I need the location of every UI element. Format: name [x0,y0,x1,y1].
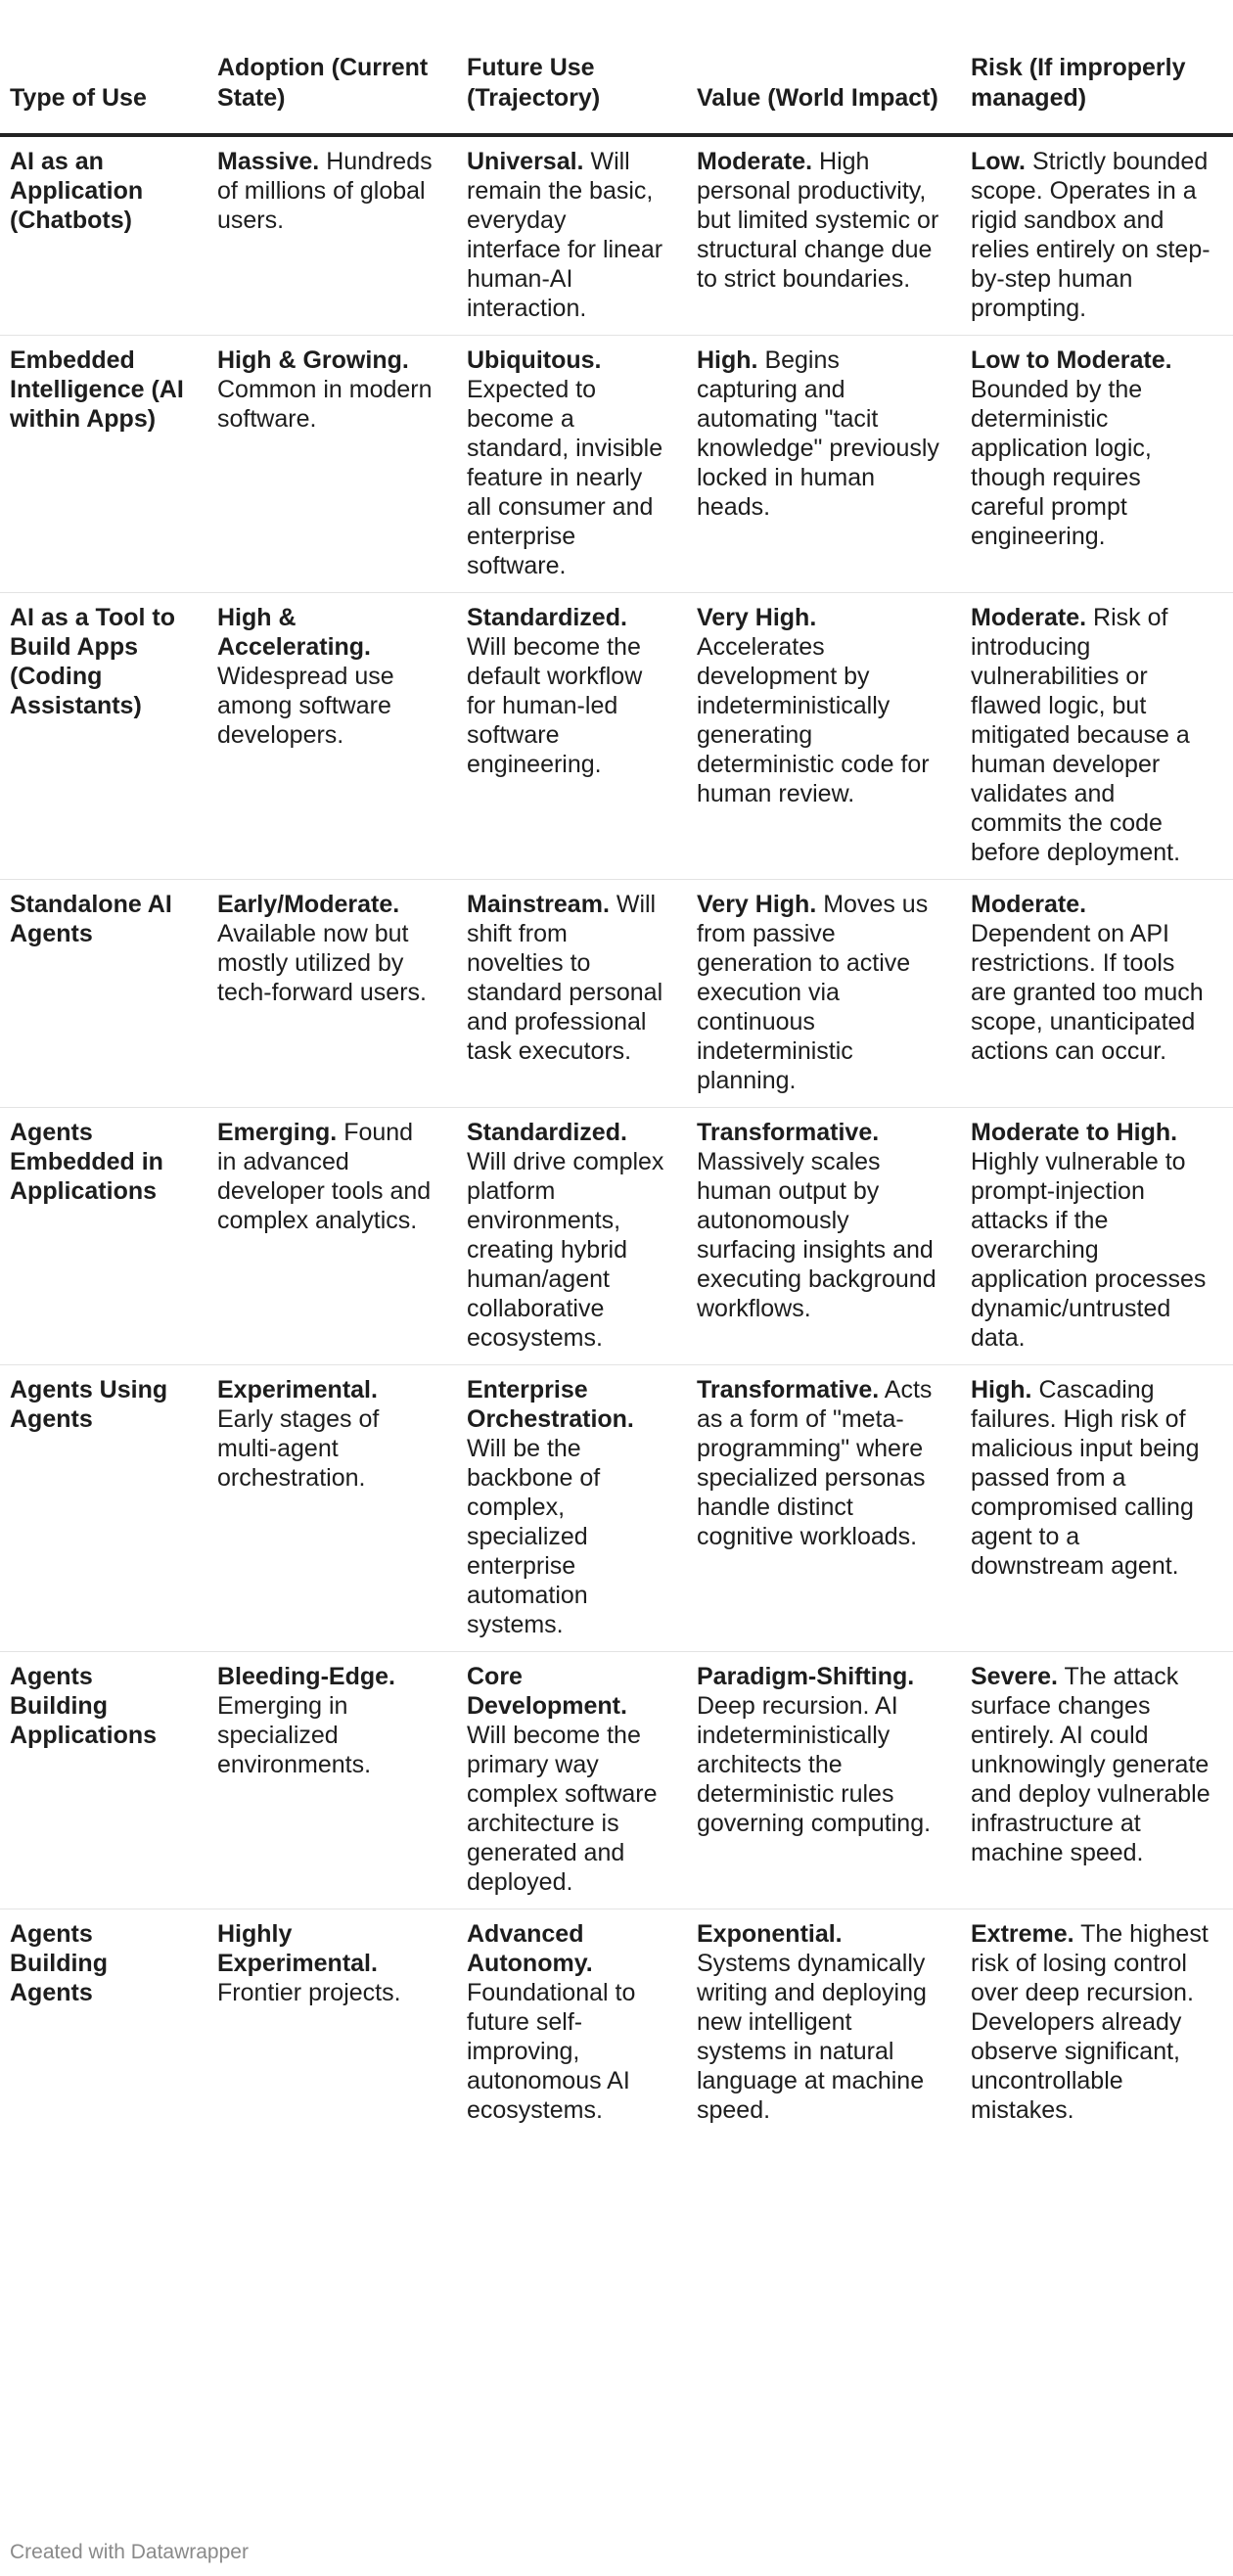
cell-value [687,336,961,593]
cell-risk-lead: Moderate. [971,604,1087,631]
cell-future-lead: Ubiquitous. [467,346,602,374]
cell-future-text: Will shift from novelties to standard personal and professional task executors. [467,891,663,1065]
cell-value-text: High personal productivity, but limited systemic or structural change due to strict boundaries. [697,148,939,293]
table-row [0,135,1233,336]
cell-risk [961,1652,1233,1909]
table-row [0,1909,1233,2138]
cell-risk [961,593,1233,880]
table-row [0,593,1233,880]
cell-type-of-use: Agents Building Applications [0,1652,207,1909]
cell-risk-text: Cascading failures. High risk of malicious input being passed from a compromised calling agent to a downstream agent. [971,1376,1200,1580]
cell-adoption-lead: High & Accelerating. [217,604,372,661]
cell-future-lead: Standardized. [467,1119,627,1146]
cell-risk [961,336,1233,593]
cell-value-lead: High. [697,346,758,374]
cell-type-of-use: AI as a Tool to Build Apps (Coding Assistants) [0,593,207,880]
cell-value-lead: Exponential. [697,1920,843,1948]
cell-adoption [207,1909,457,2138]
cell-adoption [207,1365,457,1652]
cell-value-text: Systems dynamically writing and deploying new intelligent systems in natural language at machine speed. [697,1950,927,2124]
cell-adoption-lead: Bleeding-Edge. [217,1663,395,1690]
cell-value-lead: Transformative. [697,1119,880,1146]
cell-risk-lead: Low. [971,148,1027,175]
cell-future-lead: Enterprise Orchestration. [467,1376,634,1433]
cell-value [687,1909,961,2138]
header-row [0,0,1233,135]
cell-risk-lead: Moderate. [971,891,1087,918]
cell-risk-lead: Extreme. [971,1920,1074,1948]
cell-adoption [207,1652,457,1909]
cell-future [457,1652,687,1909]
cell-adoption [207,1108,457,1365]
cell-risk-text: Strictly bounded scope. Operates in a rigid sandbox and relies entirely on step-by-step human prompting. [971,148,1210,322]
cell-adoption-text: Frontier projects. [217,1979,401,2006]
cell-adoption-text: Hundreds of millions of global users. [217,148,433,234]
cell-adoption-text: Widespread use among software developers. [217,663,394,749]
cell-risk-text: Risk of introducing vulnerabilities or flawed logic, but mitigated because a human developer validates and commits the code before deployment. [971,604,1190,866]
cell-future [457,1108,687,1365]
cell-future-text: Expected to become a standard, invisible feature in nearly all consumer and enterprise software. [467,376,663,579]
cell-future-lead: Core Development. [467,1663,627,1720]
header-risk: Risk (If improperly managed) [961,0,1233,135]
cell-risk-lead: Severe. [971,1663,1058,1690]
cell-value-text: Moves us from passive generation to active execution via continuous indeterministic planning. [697,891,929,1094]
cell-risk-text: The attack surface changes entirely. AI could unknowingly generate and deploy vulnerable infrastructure at machine speed. [971,1663,1210,1866]
cell-value-lead: Very High. [697,891,817,918]
cell-value [687,1652,961,1909]
cell-future [457,1909,687,2138]
cell-future-lead: Mainstream. [467,891,610,918]
cell-value-lead: Transformative. [697,1376,880,1403]
cell-risk [961,880,1233,1108]
cell-adoption-lead: Highly Experimental. [217,1920,378,1977]
cell-type-of-use: Embedded Intelligence (AI within Apps) [0,336,207,593]
cell-value [687,593,961,880]
cell-value-lead: Very High. [697,604,817,631]
cell-adoption-lead: High & Growing. [217,346,409,374]
cell-adoption-text: Emerging in specialized environments. [217,1692,372,1778]
cell-adoption-lead: Emerging. [217,1119,338,1146]
footer-credit: Created with Datawrapper [10,2541,249,2563]
cell-future-text: Will drive complex platform environments, creating hybrid human/agent collaborative ecosystems. [467,1148,664,1352]
cell-future [457,1365,687,1652]
cell-risk [961,1365,1233,1652]
cell-value-lead: Paradigm-Shifting. [697,1663,915,1690]
cell-value [687,1108,961,1365]
cell-value [687,135,961,336]
cell-risk [961,135,1233,336]
cell-value [687,1365,961,1652]
table-body [0,135,1233,2137]
cell-adoption-lead: Experimental. [217,1376,378,1403]
cell-adoption [207,135,457,336]
cell-future-text: Will remain the basic, everyday interface for linear human-AI interaction. [467,148,663,322]
cell-future-lead: Standardized. [467,604,627,631]
cell-risk-lead: Low to Moderate. [971,346,1172,374]
cell-risk [961,1108,1233,1365]
table-header [0,0,1233,135]
table-row [0,880,1233,1108]
cell-value-text: Acts as a form of "meta-programming" where specialized personas handle distinct cognitive workloads. [697,1376,933,1550]
cell-value-text: Deep recursion. AI indeterministically architects the deterministic rules governing computing. [697,1692,932,1837]
cell-adoption [207,336,457,593]
header-type-of-use: Type of Use [0,0,207,135]
table-row [0,1108,1233,1365]
cell-adoption-text: Available now but mostly utilized by tech-forward users. [217,920,427,1006]
cell-future-lead: Universal. [467,148,584,175]
cell-adoption-text: Common in modern software. [217,376,433,433]
cell-value-lead: Moderate. [697,148,813,175]
cell-value [687,880,961,1108]
cell-value-text: Begins capturing and automating "tacit knowledge" previously locked in human heads. [697,346,939,521]
table-row [0,1365,1233,1652]
cell-future-text: Will become the primary way complex software architecture is generated and deployed. [467,1722,658,1896]
cell-type-of-use: Standalone AI Agents [0,880,207,1108]
cell-future [457,135,687,336]
table-row [0,1652,1233,1909]
cell-future [457,593,687,880]
cell-type-of-use: Agents Using Agents [0,1365,207,1652]
cell-adoption-text: Early stages of multi-agent orchestration. [217,1405,380,1492]
cell-future-text: Will become the default workflow for human-led software engineering. [467,633,643,778]
cell-value-text: Massively scales human output by autonomously surfacing insights and executing background workflows. [697,1148,936,1322]
table-row [0,336,1233,593]
cell-future-lead: Advanced Autonomy. [467,1920,593,1977]
cell-type-of-use: Agents Building Agents [10,1920,108,2006]
cell-risk-text: Dependent on API restrictions. If tools are granted too much scope, unanticipated actions can occur. [971,920,1204,1065]
cell-future [457,336,687,593]
cell-type-of-use: Agents Embedded in Applications [0,1108,207,1365]
cell-future-text: Will be the backbone of complex, specialized enterprise automation systems. [467,1435,601,1638]
cell-adoption-lead: Early/Moderate. [217,891,400,918]
header-future-use: Future Use (Trajectory) [457,0,687,135]
cell-risk-lead: Moderate to High. [971,1119,1178,1146]
header-adoption: Adoption (Current State) [207,0,457,135]
cell-risk-lead: High. [971,1376,1032,1403]
cell-adoption-text: Found in advanced developer tools and complex analytics. [217,1119,432,1234]
cell-risk [961,1909,1233,2138]
cell-risk-text: Highly vulnerable to prompt-injection attacks if the overarching application processes dynamic/untrusted data. [971,1148,1207,1352]
cell-risk-text: The highest risk of losing control over deep recursion. Developers already observe significant, uncontrollable mistakes. [971,1920,1209,2124]
cell-type-of-use: AI as an Application (Chatbots) [0,135,207,336]
cell-future-text: Foundational to future self-improving, autonomous AI ecosystems. [467,1979,636,2124]
header-value: Value (World Impact) [687,0,961,135]
cell-future [457,880,687,1108]
cell-adoption [207,880,457,1108]
cell-risk-text: Bounded by the deterministic application logic, though requires careful prompt engineering. [971,376,1152,550]
cell-adoption-lead: Massive. [217,148,320,175]
cell-adoption [207,593,457,880]
cell-value-text: Accelerates development by indeterministically generating deterministic code for human review. [697,633,930,807]
